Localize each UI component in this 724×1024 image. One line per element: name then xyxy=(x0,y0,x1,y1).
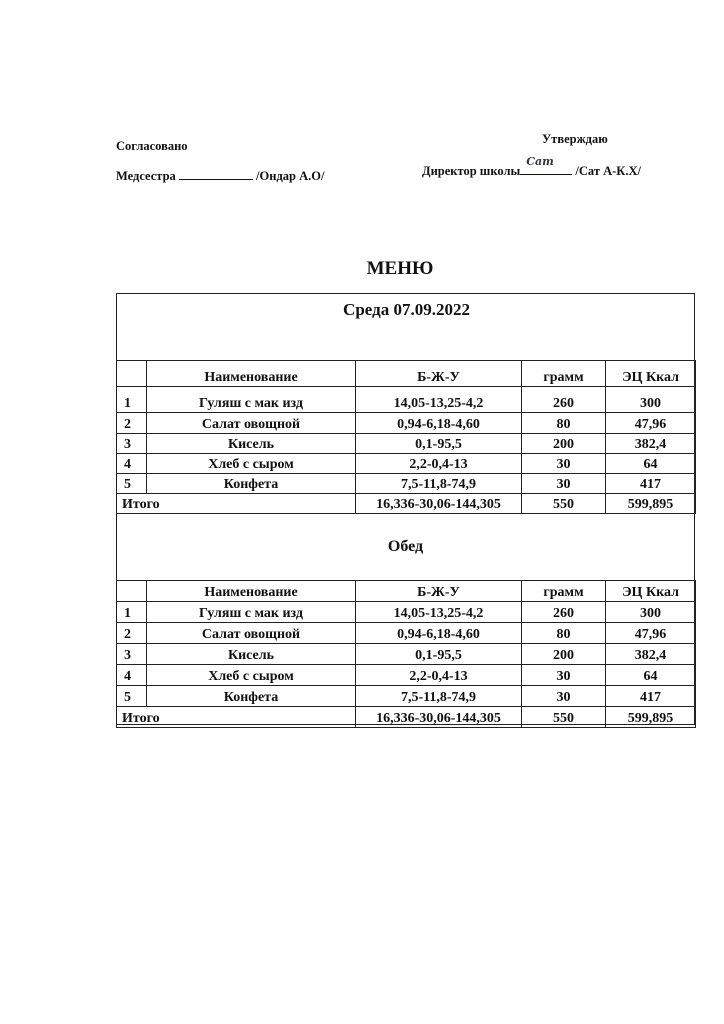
day-title: Среда 07.09.2022 xyxy=(343,300,470,319)
row-num: 3 xyxy=(117,434,147,454)
row-num: 2 xyxy=(117,623,147,644)
row-gram: 30 xyxy=(522,454,606,474)
header-gram: грамм xyxy=(522,581,606,602)
row-kcal: 47,96 xyxy=(606,413,696,434)
director-signature-line xyxy=(422,155,641,179)
row-name: Салат овощной xyxy=(147,623,356,644)
row-num: 5 xyxy=(117,686,147,707)
row-gram: 30 xyxy=(522,686,606,707)
table-row xyxy=(117,665,696,686)
row-kcal: 417 xyxy=(606,686,696,707)
lunch-title: Обед xyxy=(387,538,424,555)
signature-blank xyxy=(179,168,253,180)
row-name: Кисель xyxy=(147,434,356,454)
row-name: Хлеб с сыром xyxy=(147,665,356,686)
table-row xyxy=(117,413,696,434)
row-num: 2 xyxy=(117,413,147,434)
table-row xyxy=(117,602,696,623)
row-name: Гуляш с мак изд xyxy=(147,387,356,413)
signature-blank xyxy=(520,155,572,175)
table-row xyxy=(117,474,696,494)
nurse-prefix: Медсестра xyxy=(116,169,176,183)
table-row xyxy=(117,387,696,413)
row-num: 4 xyxy=(117,665,147,686)
row-kcal: 382,4 xyxy=(606,644,696,665)
director-name: /Сат А-К.Х/ xyxy=(575,164,641,178)
row-kcal: 300 xyxy=(606,387,696,413)
total-row xyxy=(117,707,696,728)
row-num: 5 xyxy=(117,474,147,494)
row-name: Кисель xyxy=(147,644,356,665)
table-header-row xyxy=(117,581,696,602)
row-bju: 2,2-0,4-13 xyxy=(356,454,522,474)
row-gram: 80 xyxy=(522,413,606,434)
row-gram: 30 xyxy=(522,474,606,494)
total-label: Итого xyxy=(117,494,356,514)
row-num: 1 xyxy=(117,602,147,623)
row-bju: 0,1-95,5 xyxy=(356,644,522,665)
table-row xyxy=(117,434,696,454)
header-kcal: ЭЦ Ккал xyxy=(606,361,696,387)
header-num-cell xyxy=(117,361,147,387)
row-name: Салат овощной xyxy=(147,413,356,434)
table-row xyxy=(117,644,696,665)
page-title: МЕНЮ xyxy=(366,258,434,279)
row-name: Хлеб с сыром xyxy=(147,454,356,474)
row-gram: 80 xyxy=(522,623,606,644)
row-bju: 14,05-13,25-4,2 xyxy=(356,602,522,623)
row-name: Гуляш с мак изд xyxy=(147,602,356,623)
total-row xyxy=(117,494,696,514)
director-prefix: Директор школы xyxy=(422,164,521,178)
handwritten-signature: Сат xyxy=(526,155,554,168)
header-name: Наименование xyxy=(147,581,356,602)
row-num: 4 xyxy=(117,454,147,474)
confirm-label: Утверждаю xyxy=(542,132,608,146)
row-gram: 200 xyxy=(522,434,606,454)
row-kcal: 300 xyxy=(606,602,696,623)
total-kcal: 599,895 xyxy=(606,707,696,728)
header-bju: Б-Ж-У xyxy=(356,361,522,387)
table-row xyxy=(117,623,696,644)
total-bju: 16,336-30,06-144,305 xyxy=(356,707,522,728)
row-kcal: 47,96 xyxy=(606,623,696,644)
header-name: Наименование xyxy=(147,361,356,387)
row-kcal: 64 xyxy=(606,665,696,686)
row-num: 1 xyxy=(117,387,147,413)
row-name: Конфета xyxy=(147,686,356,707)
row-gram: 260 xyxy=(522,602,606,623)
row-gram: 30 xyxy=(522,665,606,686)
row-bju: 2,2-0,4-13 xyxy=(356,665,522,686)
total-kcal: 599,895 xyxy=(606,494,696,514)
breakfast-table xyxy=(116,360,696,514)
header-num-cell xyxy=(117,581,147,602)
row-kcal: 64 xyxy=(606,454,696,474)
nurse-name: /Ондар А.О/ xyxy=(256,169,325,183)
table-row xyxy=(117,454,696,474)
row-bju: 7,5-11,8-74,9 xyxy=(356,686,522,707)
nurse-signature-line xyxy=(116,168,324,184)
header-gram: грамм xyxy=(522,361,606,387)
row-gram: 200 xyxy=(522,644,606,665)
row-kcal: 417 xyxy=(606,474,696,494)
row-name: Конфета xyxy=(147,474,356,494)
table-header-row xyxy=(117,361,696,387)
row-bju: 0,94-6,18-4,60 xyxy=(356,413,522,434)
approved-label: Согласовано xyxy=(116,139,188,153)
total-gram: 550 xyxy=(522,707,606,728)
header-bju: Б-Ж-У xyxy=(356,581,522,602)
row-kcal: 382,4 xyxy=(606,434,696,454)
row-bju: 0,94-6,18-4,60 xyxy=(356,623,522,644)
total-label: Итого xyxy=(117,707,356,728)
row-bju: 14,05-13,25-4,2 xyxy=(356,387,522,413)
lunch-table xyxy=(116,580,696,728)
row-gram: 260 xyxy=(522,387,606,413)
total-bju: 16,336-30,06-144,305 xyxy=(356,494,522,514)
total-gram: 550 xyxy=(522,494,606,514)
row-bju: 7,5-11,8-74,9 xyxy=(356,474,522,494)
header-kcal: ЭЦ Ккал xyxy=(606,581,696,602)
row-bju: 0,1-95,5 xyxy=(356,434,522,454)
table-row xyxy=(117,686,696,707)
row-num: 3 xyxy=(117,644,147,665)
